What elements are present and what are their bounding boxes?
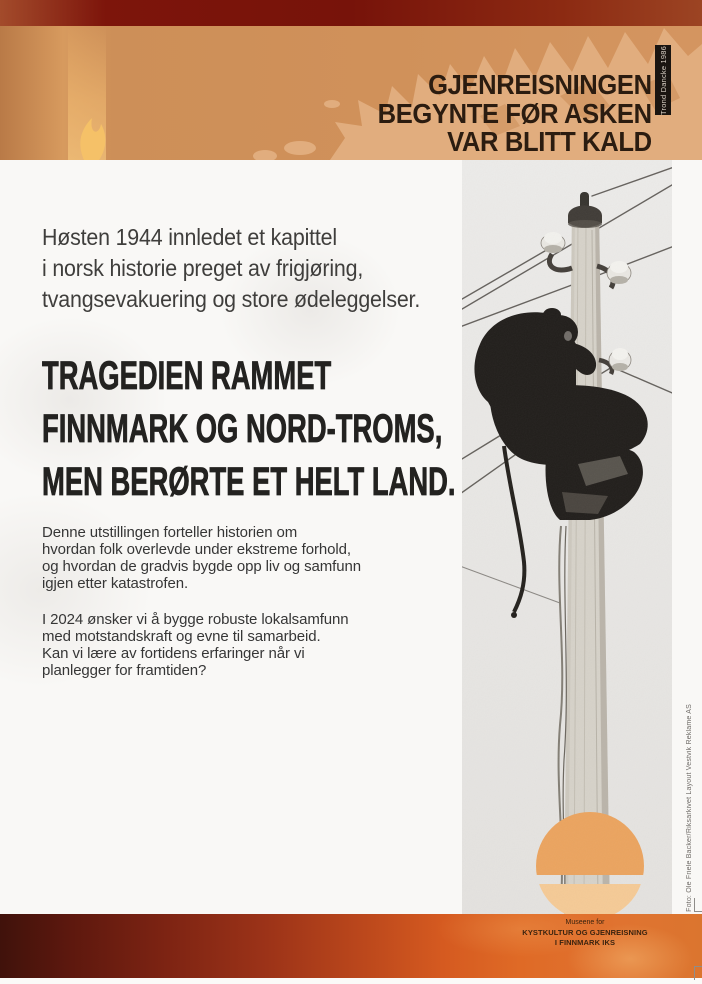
paragraph-line: igjen etter katastrofen. — [42, 575, 189, 592]
headline-line: MEN BERØRTE ET HELT LAND. — [42, 460, 456, 504]
museum-logo-text — [460, 918, 702, 948]
paragraph-line: planlegger for framtiden? — [42, 662, 207, 679]
paragraph-line: Kan vi lære av fortidens erfaringer når vi — [42, 645, 305, 662]
crop-mark — [694, 966, 702, 967]
photo-credit: Foto: Ole Friele Backer/Riksarkivet Layout Vestvik Reklame AS — [686, 704, 693, 912]
crop-mark — [694, 911, 702, 912]
header-orange-band — [0, 26, 702, 160]
film-grain-overlay — [462, 160, 672, 915]
footer-strip — [0, 914, 702, 978]
quote-credit-text: Trond Dancke 1986 — [658, 45, 668, 115]
headline-line: FINNMARK OG NORD-TROMS, — [42, 407, 443, 451]
lineman-photo — [462, 160, 672, 915]
quote-credit-tab — [655, 45, 671, 115]
paragraph-exhibition — [42, 524, 361, 592]
title-line: VAR BLITT KALD — [447, 126, 652, 157]
poster-body — [0, 160, 702, 914]
paragraph-2024 — [42, 611, 349, 679]
paragraph-line: med motstandskraft og evne til samarbeid. — [42, 628, 321, 645]
paragraph-line: og hvordan de gradvis bygde opp liv og samfunn — [42, 558, 361, 575]
lineman-photo-graphic — [462, 160, 672, 915]
title-line: BEGYNTE FØR ASKEN — [377, 97, 652, 129]
paragraph-line: I 2024 ønsker vi å bygge robuste lokalsamfunn — [42, 611, 349, 628]
intro-line: Høsten 1944 innledet et kapittel — [42, 224, 337, 250]
paragraph-line: hvordan folk overlevde under ekstreme forhold, — [42, 541, 351, 558]
paragraph-line: Denne utstillingen forteller historien om — [42, 524, 298, 541]
museum-name-line1: KYSTKULTUR OG GJENREISNING — [522, 928, 648, 937]
intro-line: tvangsevakuering og store ødeleggelser. — [42, 286, 421, 312]
poster-title — [378, 71, 652, 157]
crop-mark — [694, 898, 695, 911]
intro-line: i norsk historie preget av frigjøring, — [42, 255, 364, 281]
museum-name-line2: I FINNMARK IKS — [554, 938, 616, 947]
title-line: GJENREISNINGEN — [428, 69, 652, 100]
headline-line: TRAGEDIEN RAMMET — [42, 354, 332, 398]
intro-text — [42, 222, 420, 315]
crop-mark — [694, 967, 695, 980]
museum-name-prefix: Museene for — [565, 919, 605, 926]
header-top-red-strip — [0, 0, 702, 26]
